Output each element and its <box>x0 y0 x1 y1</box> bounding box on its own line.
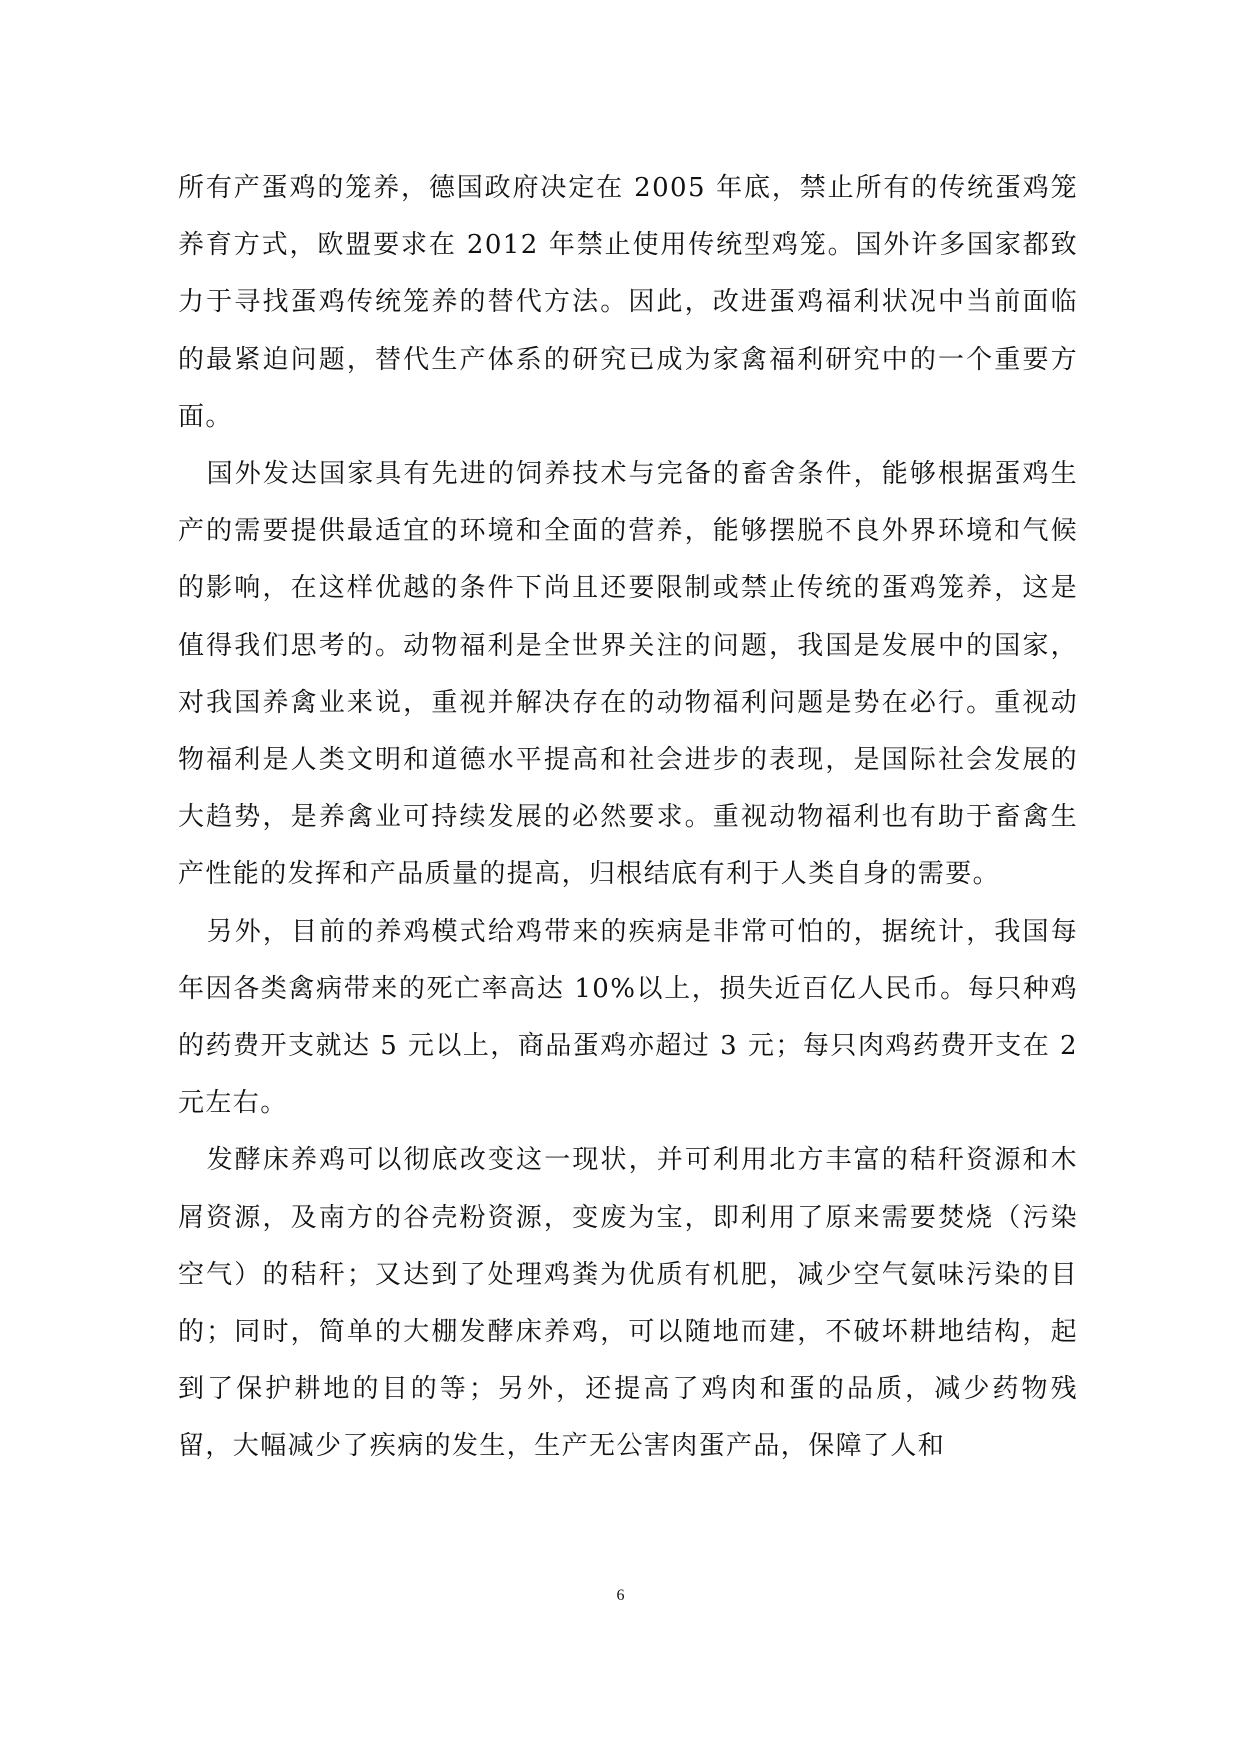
paragraph-1: 所有产蛋鸡的笼养，德国政府决定在 2005 年底，禁止所有的传统蛋鸡笼养育方式，欧盟要求在 2012 年禁止使用传统型鸡笼。国外许多国家都致力于寻找蛋鸡传统笼养的替代方法。因此，改进蛋鸡福利状况中当前面临的最紧迫问题，替代生产体系的研究已成为家禽福利研究中的一个重要方面。 <box>178 173 1078 432</box>
paragraph-2: 国外发达国家具有先进的饲养技术与完备的畜舍条件，能够根据蛋鸡生产的需要提供最适宜的环境和全面的营养，能够摆脱不良外界环境和气候的影响，在这样优越的条件下尚且还要限制或禁止传统的蛋鸡笼养，这是值得我们思考的。动物福利是全世界关注的问题，我国是发展中的国家，对我国养禽业来说，重视并解决存在的动物福利问题是势在必行。重视动物福利是人类文明和道德水平提高和社会进步的表现，是国际社会发展的大趋势，是养禽业可持续发展的必然要求。重视动物福利也有助于畜禽生产性能的发挥和产品质量的提高，归根结底有利于人类自身的需要。 <box>178 459 1078 890</box>
body-text <box>178 160 1088 1476</box>
page-number: 6 <box>616 1587 625 1604</box>
paragraph-3: 另外，目前的养鸡模式给鸡带来的疾病是非常可怕的，据统计，我国每年因各类禽病带来的死亡率高达 10%以上，损失近百亿人民币。每只种鸡的药费开支就达 5 元以上，商品蛋鸡亦超过 3 元；每只肉鸡药费开支在 2 元左右。 <box>178 916 1088 1119</box>
paragraph-4: 发酵床养鸡可以彻底改变这一现状，并可利用北方丰富的秸秆资源和木屑资源，及南方的谷壳粉资源，变废为宝，即利用了原来需要焚烧（污染空气）的秸秆；又达到了处理鸡粪为优质有机肥，减少空气氨味污染的目的；同时，简单的大棚发酵床养鸡，可以随地而建，不破坏耕地结构，起到了保护耕地的目的等；另外，还提高了鸡肉和蛋的品质，减少药物残留，大幅减少了疾病的发生，生产无公害肉蛋产品，保障了人和 <box>178 1145 1078 1462</box>
